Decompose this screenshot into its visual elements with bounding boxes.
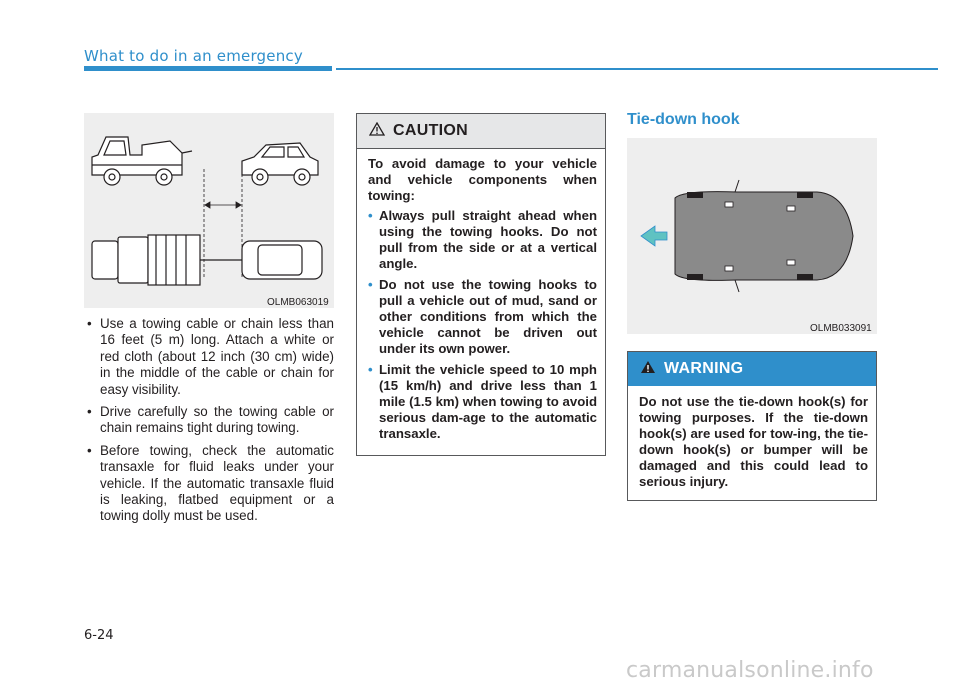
warning-triangle-icon	[640, 360, 656, 379]
caution-body	[357, 149, 605, 455]
caution-item: • Do not use the towing hooks to pull a vehicle out of mud, sand or other conditions from which the vehicle cannot be driven out under its own power.	[368, 277, 597, 357]
tiedown-arrow-icon	[641, 226, 667, 246]
header-bar-thick	[84, 66, 332, 71]
tiedown-figure	[627, 138, 877, 334]
page-number: 6-24	[84, 628, 114, 643]
towing-bullet-list	[84, 316, 334, 531]
warning-title: WARNING	[664, 360, 744, 377]
caution-title: CAUTION	[393, 122, 468, 139]
header-bar-thin	[336, 68, 938, 70]
caution-item: • Limit the vehicle speed to 10 mph (15 km/h) and drive less than 1 mile (1.5 km) when towing to avoid serious dam-age to the automatic transaxle.	[368, 362, 597, 442]
towing-illustration	[84, 113, 334, 308]
warning-body: Do not use the tie-down hook(s) for towing purposes. If the tie-down hook(s) are used for tow-ing, the tie-down hook(s) or bumper will be damaged and this could lead to serious injury.	[639, 394, 868, 489]
header-title: What to do in an emergency	[84, 47, 303, 65]
tiedown-illustration	[627, 138, 877, 334]
caution-header	[357, 114, 605, 149]
bullet-item: • Use a towing cable or chain less than 16 feet (5 m) long. Attach a white or red cloth (about 12 inch (30 cm) wide) in the middle of the cable or chain for easy visibility.	[84, 316, 334, 398]
warning-box	[627, 351, 877, 501]
caution-list	[368, 208, 597, 442]
caution-intro: To avoid damage to your vehicle and vehicle components when towing:	[368, 156, 597, 203]
caution-triangle-icon	[369, 122, 385, 141]
caution-box	[356, 113, 606, 456]
tiedown-caption: OLMB033091	[810, 323, 872, 334]
warning-header	[628, 352, 876, 386]
figure1-caption: OLMB063019	[267, 297, 329, 308]
bullet-item: • Before towing, check the automatic transaxle for fluid leaks under your vehicle. If the automatic transaxle fluid is leaking, flatbed equipment or a towing dolly must be used.	[84, 443, 334, 525]
watermark: carmanualsonline.info	[626, 658, 874, 683]
caution-item: • Always pull straight ahead when using the towing hooks. Do not pull from the side or at a vertical angle.	[368, 208, 597, 272]
towing-figure	[84, 113, 334, 308]
bullet-item: • Drive carefully so the towing cable or chain remains tight during towing.	[84, 404, 334, 437]
section-heading-tiedown: Tie-down hook	[627, 111, 740, 128]
